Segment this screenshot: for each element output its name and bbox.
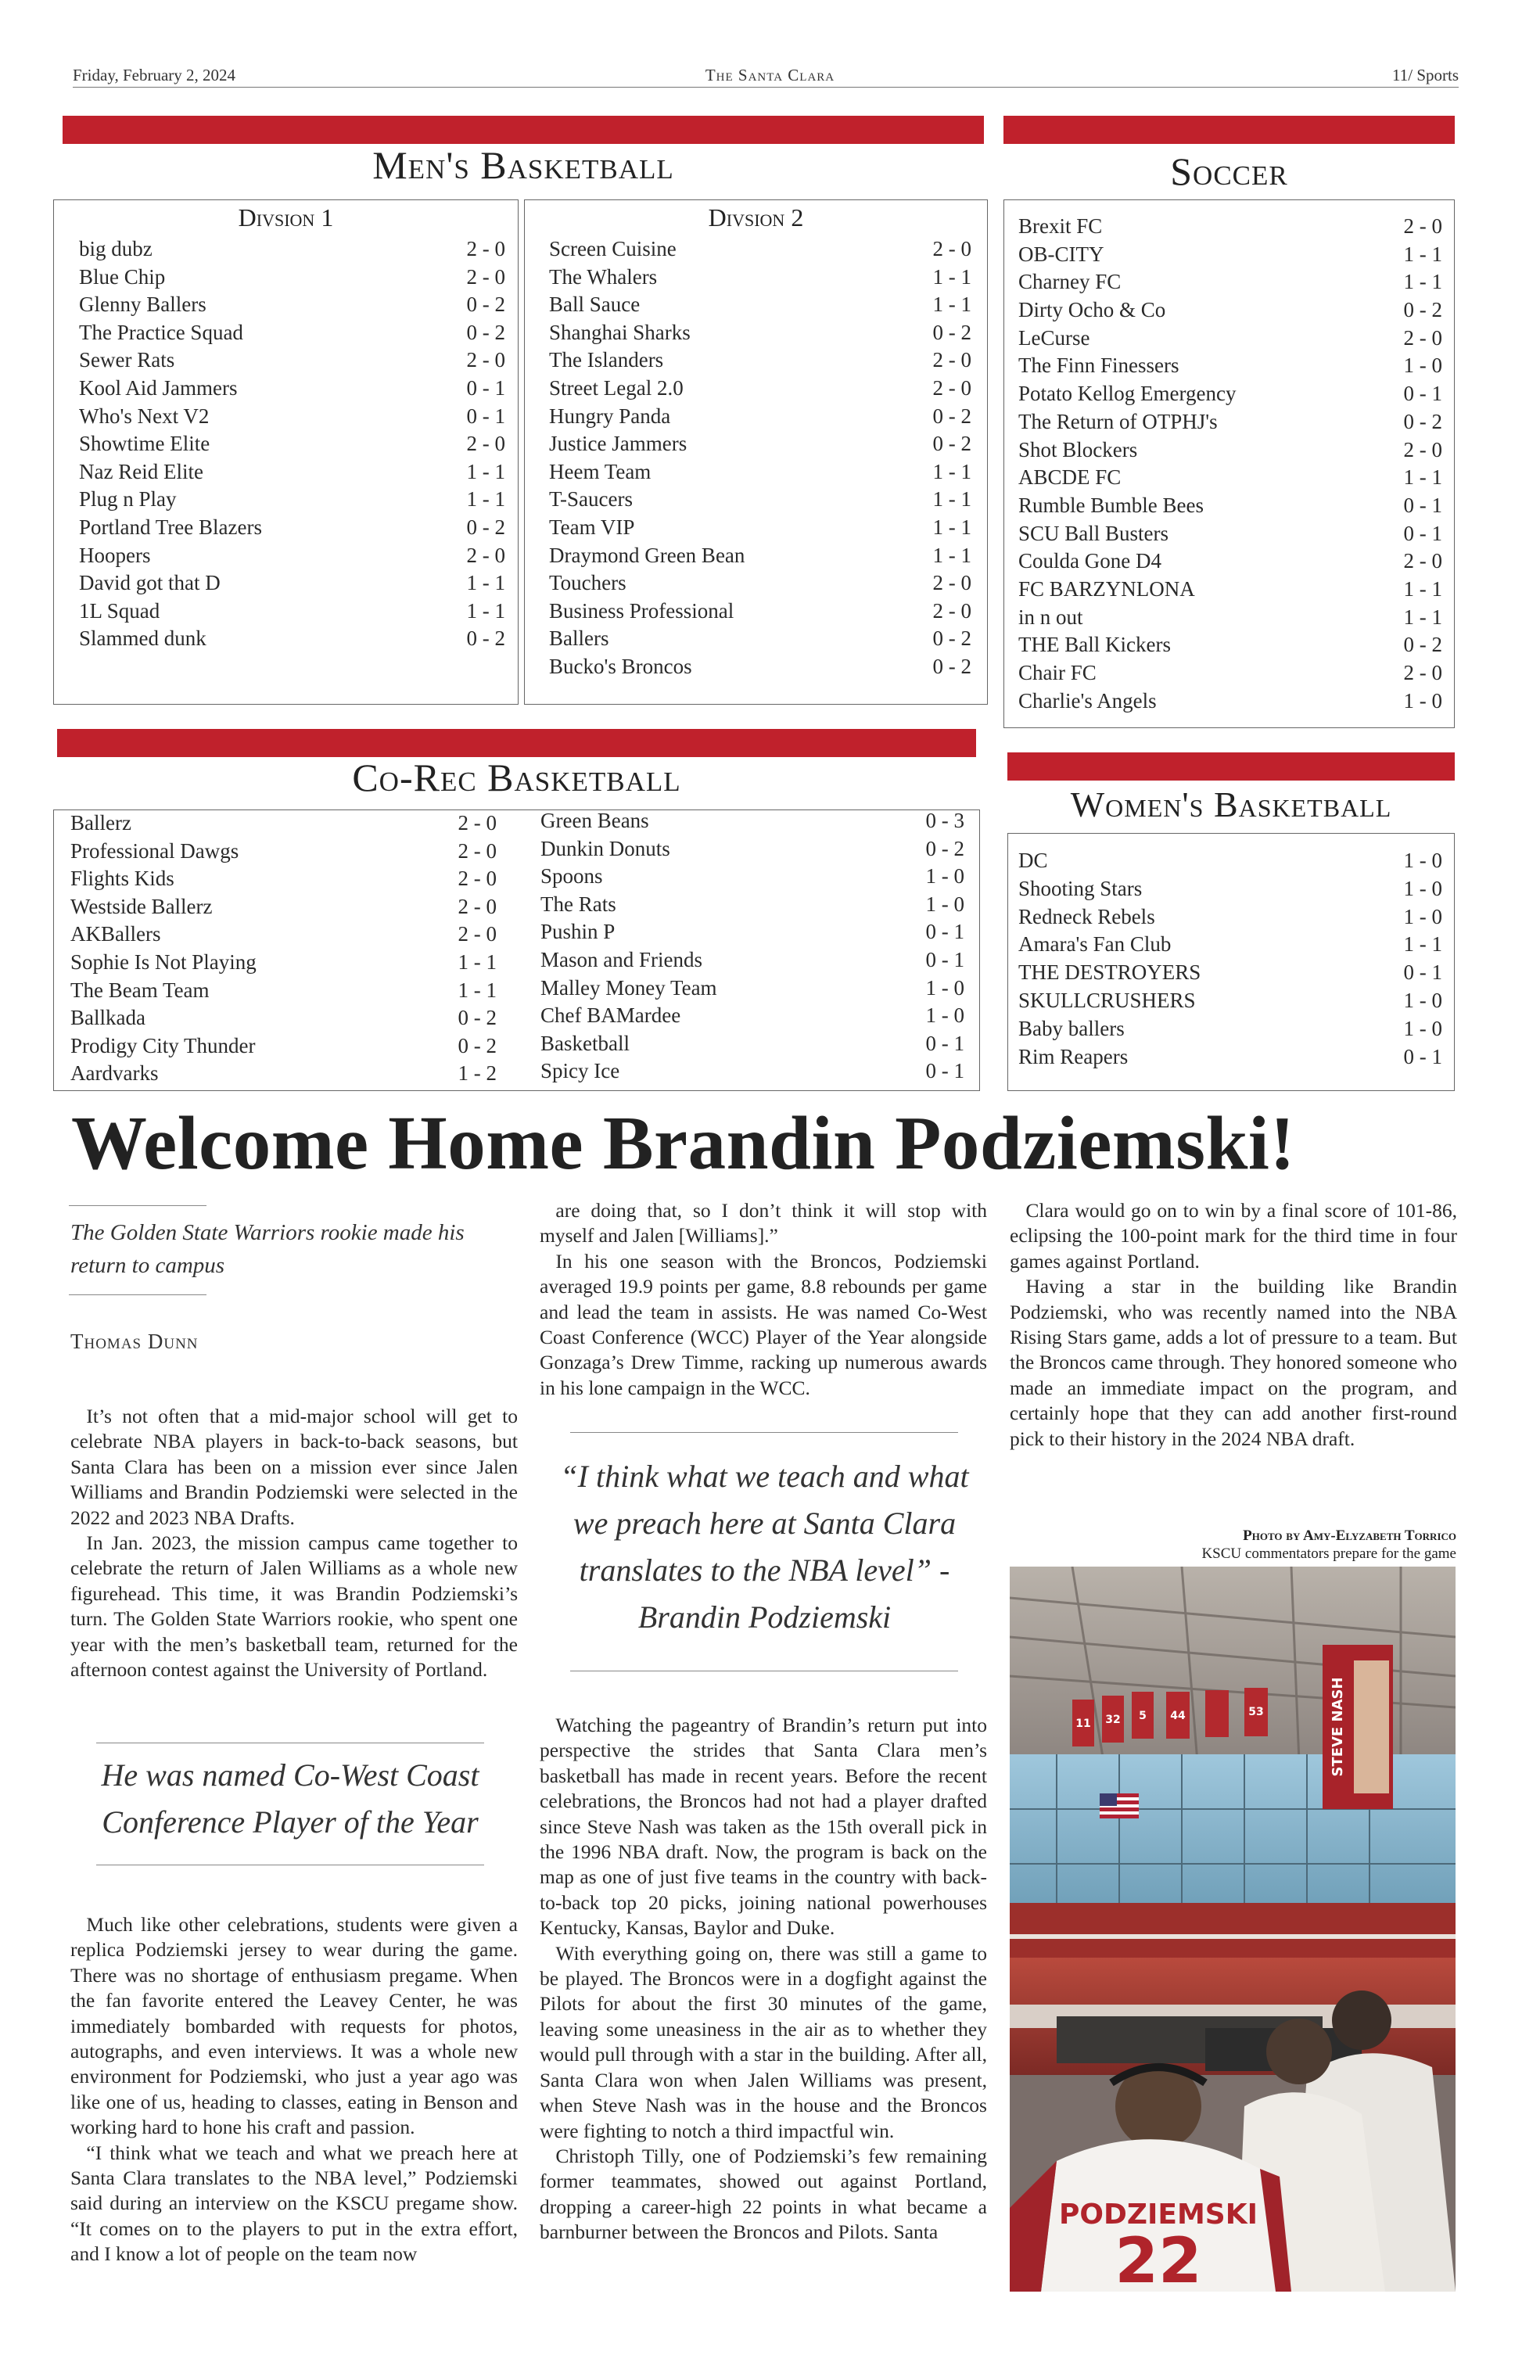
team-name: FC BARZYNLONA [1018, 576, 1195, 601]
div2-standings [549, 235, 971, 681]
team-name: Slammed dunk [79, 626, 206, 651]
team-record: 2 - 0 [1403, 549, 1442, 573]
photo-caption: KSCU commentators prepare for the game [1201, 1545, 1456, 1562]
standings-row [1018, 436, 1442, 465]
team-name: Heem Team [549, 459, 652, 483]
team-name: T-Saucers [549, 487, 633, 512]
standings-row [1018, 464, 1442, 492]
team-record: 0 - 2 [466, 626, 505, 651]
team-record: 1 - 0 [1403, 688, 1442, 713]
standings-row [70, 1004, 497, 1032]
standings-row [1018, 408, 1442, 436]
jersey-name: PODZIEMSKI [1058, 2199, 1258, 2231]
standings-row [549, 514, 971, 542]
team-record: 0 - 2 [466, 515, 505, 539]
team-record: 0 - 1 [1403, 493, 1442, 517]
team-name: Ballkada [70, 1006, 145, 1030]
standings-row [1018, 903, 1442, 932]
banner-number: 44 [1170, 1710, 1186, 1722]
standings-row [1018, 1015, 1442, 1043]
team-record: 2 - 0 [466, 348, 505, 372]
article-paragraph: Much like other celebrations, students were given a replica Podziemski jersey to wear during the game. There was no shortage of enthusiasm pregame. When the fan favorite entered the Leavey Center, he was immediately bombarded with requests for photos, autographs, and even interviews. It was a whole new environment for Podziemski, who just a year ago was like one of us, heading to classes, eating in Benson and working hard to hone his craft and passion. [70, 1913, 518, 2139]
team-record: 0 - 2 [466, 293, 505, 317]
team-name: Kool Aid Jammers [79, 375, 238, 400]
article-paragraph: Having a star in the building like Brandin Podziemski, who was recently named into the NBA Rising Stars game, adds a lot of pressure to a team. But the Broncos came through. They honored someone who made an immediate impact on the program, and certainly hope that they can add another first-round pick to their history in the 2024 NBA draft. [1010, 1275, 1457, 1450]
team-record: 2 - 0 [458, 922, 497, 946]
team-name: Brexit FC [1018, 214, 1103, 238]
team-name: Rim Reapers [1018, 1044, 1129, 1068]
soccer-red-bar [1003, 116, 1455, 144]
team-name: Who's Next V2 [79, 404, 210, 428]
standings-row [540, 1030, 964, 1058]
standings-row [1018, 987, 1442, 1015]
team-name: SKULLCRUSHERS [1018, 988, 1196, 1012]
team-record: 1 - 1 [466, 571, 505, 595]
team-name: Naz Reid Elite [79, 459, 203, 483]
div2-title: Divsion 2 [708, 203, 804, 232]
standings-row [1018, 631, 1442, 659]
pull-quote-2: “I think what we teach and what we preach here at Santa Clara translates to the NBA level” - Brandin Podziemski [560, 1459, 969, 1635]
team-name: Shot Blockers [1018, 437, 1138, 461]
team-name: SCU Ball Busters [1018, 521, 1169, 545]
team-name: Blue Chip [79, 264, 166, 289]
team-name: Draymond Green Bean [549, 543, 745, 567]
team-name: Aardvarks [70, 1061, 159, 1086]
team-record: 0 - 1 [925, 1031, 964, 1055]
team-record: 1 - 1 [932, 515, 971, 539]
team-name: Street Legal 2.0 [549, 375, 684, 400]
div1-standings [79, 235, 505, 653]
standings-row [79, 542, 505, 570]
standings-row [540, 807, 964, 835]
team-record: 2 - 0 [932, 237, 971, 260]
team-name: LeCurse [1018, 325, 1090, 350]
standings-row [1018, 604, 1442, 632]
team-record: 1 - 0 [1403, 876, 1442, 900]
team-name: Team VIP [549, 515, 635, 539]
mens-red-bar [63, 116, 984, 144]
page-section: 11/ Sports [1392, 66, 1459, 84]
team-record: 0 - 2 [932, 320, 971, 344]
team-name: Hoopers [79, 543, 151, 567]
standings-row [79, 403, 505, 431]
standings-row [79, 458, 505, 486]
team-record: 1 - 0 [925, 975, 964, 1000]
article-paragraph: Christoph Tilly, one of Podziemski’s few remaining former teammates, showed out against Portland, dropping a career-high 22 points in what became a barnburner between the Broncos and Pilots. Santa [540, 2144, 987, 2244]
team-record: 0 - 2 [925, 836, 964, 860]
team-record: 2 - 0 [932, 571, 971, 595]
standings-row [79, 598, 505, 626]
team-name: The Beam Team [70, 978, 210, 1002]
standings-row [540, 863, 964, 891]
team-name: Green Beans [540, 809, 649, 832]
team-record: 2 - 0 [466, 237, 505, 260]
standings-row [70, 893, 497, 921]
team-record: 0 - 1 [1403, 382, 1442, 406]
standings-row [70, 838, 497, 866]
team-record: 0 - 2 [1403, 298, 1442, 322]
standings-row [540, 975, 964, 1003]
team-record: 1 - 1 [466, 487, 505, 512]
standings-row [1018, 875, 1442, 903]
team-record: 0 - 1 [1403, 960, 1442, 985]
standings-row [1018, 847, 1442, 875]
team-record: 2 - 0 [458, 867, 497, 891]
standings-row [79, 569, 505, 598]
standings-row [540, 918, 964, 946]
standings-row [79, 264, 505, 292]
team-name: Pushin P [540, 920, 616, 944]
team-name: Touchers [549, 571, 626, 595]
team-name: Prodigy City Thunder [70, 1033, 256, 1057]
banner-number: 11 [1075, 1718, 1091, 1730]
standings-row [1018, 352, 1442, 380]
team-record: 2 - 0 [458, 811, 497, 835]
standings-row [549, 542, 971, 570]
team-name: in n out [1018, 605, 1083, 629]
team-name: Professional Dawgs [70, 838, 239, 863]
article-paragraph: With everything going on, there was still a game to be played. The Broncos were in a dogfight against the Pilots for about the first 30 minutes of the game, leaving some uneasiness in the air as to whether they would pull through with a star in the building. After all, Santa Clara won when Jalen Williams was present, when Steve Nash was in the house and the Broncos were fighting to notch a third impactful win. [540, 1941, 987, 2142]
kscu-commentators-photo [1010, 1567, 1456, 2292]
standings-row [70, 921, 497, 949]
jersey-number: 22 [1115, 2224, 1202, 2292]
team-record: 1 - 1 [1403, 242, 1442, 266]
banner-text: STEVE NASH [1330, 1677, 1346, 1777]
team-name: The Islanders [549, 348, 664, 372]
team-record: 1 - 1 [932, 543, 971, 567]
team-record: 1 - 0 [1403, 904, 1442, 928]
team-name: ABCDE FC [1018, 465, 1122, 490]
standings-row [70, 865, 497, 893]
banner-number: 32 [1105, 1714, 1121, 1726]
standings-row [79, 319, 505, 347]
team-name: OB-CITY [1018, 242, 1104, 266]
standings-row [1018, 380, 1442, 408]
team-record: 1 - 1 [932, 459, 971, 483]
standings-row [70, 949, 497, 977]
article-col1-part2 [70, 1912, 518, 2267]
team-name: Redneck Rebels [1018, 904, 1155, 928]
standings-row [1018, 241, 1442, 269]
team-record: 2 - 0 [1403, 437, 1442, 461]
standings-row [79, 514, 505, 542]
team-name: The Return of OTPHJ's [1018, 409, 1218, 433]
team-name: big dubz [79, 237, 153, 260]
article-paragraph: It’s not often that a mid-major school will get to celebrate NBA players in back-to-back seasons, but Santa Clara has been on a mission ever since Jalen Williams and Brandin Podziemski were selected in the 2022 and 2023 NBA Drafts. [70, 1405, 518, 1529]
team-record: 2 - 0 [458, 838, 497, 863]
mens-title: Men's Basketball [372, 143, 674, 187]
standings-row [549, 486, 971, 514]
team-name: Glenny Ballers [79, 293, 206, 317]
article-col3 [1010, 1198, 1457, 1452]
byline: Thomas Dunn [70, 1330, 199, 1353]
team-record: 1 - 0 [1403, 849, 1442, 872]
team-name: Dunkin Donuts [540, 836, 670, 860]
standings-row [1018, 576, 1442, 604]
womens-title: Women's Basketball [1070, 784, 1392, 824]
team-name: Basketball [540, 1031, 630, 1055]
banner-number: 5 [1139, 1710, 1147, 1722]
standings-row [549, 458, 971, 486]
standings-row [549, 403, 971, 431]
team-name: Baby ballers [1018, 1016, 1125, 1040]
soccer-standings [1018, 213, 1442, 715]
banner-number: 53 [1248, 1706, 1264, 1718]
standings-row [549, 264, 971, 292]
team-record: 2 - 0 [466, 543, 505, 567]
standings-row [1018, 325, 1442, 353]
team-name: Sewer Rats [79, 348, 175, 372]
team-name: Spoons [540, 864, 603, 888]
team-name: Westside Ballerz [70, 894, 213, 918]
team-name: The Whalers [549, 264, 658, 289]
team-record: 1 - 1 [1403, 576, 1442, 601]
team-name: Flights Kids [70, 867, 174, 891]
deck-rule-top [69, 1205, 206, 1206]
team-record: 1 - 1 [466, 598, 505, 623]
team-record: 1 - 1 [1403, 465, 1442, 490]
standings-row [70, 1060, 497, 1088]
team-name: Malley Money Team [540, 975, 717, 1000]
photo-credit: Photo by Amy-Elyzabeth Torrico [1243, 1527, 1456, 1544]
standings-row [549, 375, 971, 403]
team-name: 1L Squad [79, 598, 160, 623]
standings-row [70, 809, 497, 838]
team-name: Amara's Fan Club [1018, 932, 1172, 957]
team-name: Chair FC [1018, 661, 1097, 684]
team-record: 1 - 1 [466, 459, 505, 483]
header-rule [73, 87, 1459, 88]
standings-row [70, 977, 497, 1005]
standings-row [549, 346, 971, 375]
pull2-rule-top [570, 1432, 958, 1433]
team-name: Justice Jammers [549, 432, 687, 456]
team-record: 2 - 0 [1403, 661, 1442, 684]
photo-illustration [1010, 1567, 1456, 2292]
team-name: Ball Sauce [549, 293, 641, 317]
standings-row [79, 625, 505, 653]
corec-right-standings [540, 807, 964, 1086]
standings-row [1018, 268, 1442, 296]
team-record: 1 - 1 [1403, 270, 1442, 294]
team-name: THE Ball Kickers [1018, 633, 1171, 657]
team-record: 0 - 2 [1403, 409, 1442, 433]
article-col2-part2 [540, 1713, 987, 2245]
team-name: The Finn Finessers [1018, 354, 1179, 378]
team-record: 1 - 0 [1403, 354, 1442, 378]
team-record: 1 - 1 [458, 978, 497, 1002]
standings-row [1018, 659, 1442, 687]
standings-row [70, 1032, 497, 1061]
standings-row [540, 835, 964, 863]
team-name: Mason and Friends [540, 947, 702, 971]
team-name: Showtime Elite [79, 432, 210, 456]
team-name: Charlie's Angels [1018, 688, 1157, 713]
team-name: Ballerz [70, 811, 131, 835]
article-col2-part1 [540, 1198, 987, 1401]
corec-title: Co-Rec Basketball [352, 756, 681, 799]
team-name: The Practice Squad [79, 320, 243, 344]
team-record: 0 - 1 [925, 1059, 964, 1083]
team-name: Sophie Is Not Playing [70, 949, 257, 974]
standings-row [1018, 687, 1442, 716]
issue-date: Friday, February 2, 2024 [73, 66, 236, 84]
standings-row [549, 291, 971, 319]
team-record: 1 - 0 [925, 864, 964, 888]
team-name: Plug n Play [79, 487, 177, 512]
team-record: 0 - 2 [1403, 633, 1442, 657]
team-record: 1 - 1 [1403, 605, 1442, 629]
womens-standings [1018, 847, 1442, 1071]
team-record: 0 - 2 [932, 404, 971, 428]
team-record: 0 - 2 [932, 654, 971, 678]
article-col1-part1 [70, 1404, 518, 1682]
team-name: Hungry Panda [549, 404, 671, 428]
article-paragraph: are doing that, so I don’t think it will stop with myself and Jalen [Williams].” [540, 1199, 987, 1247]
team-record: 1 - 1 [932, 293, 971, 317]
team-record: 1 - 1 [932, 487, 971, 512]
team-record: 2 - 0 [1403, 214, 1442, 238]
standings-row [549, 569, 971, 598]
standings-row [549, 319, 971, 347]
team-record: 0 - 1 [925, 920, 964, 944]
team-name: THE DESTROYERS [1018, 960, 1201, 985]
div1-title: Divsion 1 [238, 203, 334, 232]
standings-row [79, 346, 505, 375]
standings-row [549, 653, 971, 681]
standings-row [79, 235, 505, 264]
team-name: Rumble Bumble Bees [1018, 493, 1204, 517]
standings-row [549, 598, 971, 626]
team-record: 1 - 0 [1403, 1016, 1442, 1040]
team-record: 0 - 1 [1403, 1044, 1442, 1068]
standings-row [79, 430, 505, 458]
team-record: 1 - 0 [1403, 988, 1442, 1012]
team-record: 0 - 1 [466, 375, 505, 400]
article-paragraph: “I think what we teach and what we preach here at Santa Clara translates to the NBA level,” Podziemski said during an interview on the KSCU pregame show. “It comes on to the players to put in the extra effort, and I know a lot of people on the team now [70, 2141, 518, 2266]
team-record: 0 - 2 [458, 1006, 497, 1030]
team-record: 2 - 0 [466, 264, 505, 289]
standings-row [1018, 213, 1442, 241]
team-name: David got that D [79, 571, 221, 595]
team-record: 2 - 0 [466, 432, 505, 456]
team-record: 2 - 0 [1403, 325, 1442, 350]
team-record: 0 - 1 [466, 404, 505, 428]
article-deck: The Golden State Warriors rookie made his return to campus [70, 1220, 465, 1278]
team-name: Portland Tree Blazers [79, 515, 262, 539]
team-name: The Rats [540, 892, 616, 916]
team-name: Shooting Stars [1018, 876, 1143, 900]
team-record: 1 - 1 [932, 264, 971, 289]
standings-row [540, 1057, 964, 1086]
standings-row [1018, 492, 1442, 520]
standings-row [540, 946, 964, 975]
standings-row [1018, 520, 1442, 548]
team-name: Charney FC [1018, 270, 1122, 294]
team-record: 0 - 2 [932, 432, 971, 456]
standings-row [1018, 547, 1442, 576]
team-name: Ballers [549, 626, 609, 651]
corec-red-bar [57, 729, 976, 757]
article-paragraph: In his one season with the Broncos, Podziemski averaged 19.9 points per game, 8.8 rebounds per game and lead the team in assists. He was named Co-West Coast Conference (WCC) Player of the Year alongside Gonzaga’s Drew Timme, racking up numerous awards in his lone campaign in the WCC. [540, 1249, 987, 1399]
team-name: Business Professional [549, 598, 734, 623]
standings-row [79, 375, 505, 403]
team-record: 1 - 0 [925, 892, 964, 916]
soccer-title: Soccer [1170, 149, 1288, 193]
standings-row [540, 891, 964, 919]
standings-row [549, 625, 971, 653]
team-record: 1 - 1 [458, 949, 497, 974]
team-name: Screen Cuisine [549, 237, 677, 260]
team-record: 2 - 0 [932, 598, 971, 623]
standings-row [79, 486, 505, 514]
article-headline: Welcome Home Brandin Podziemski! [71, 1101, 1296, 1185]
team-name: AKBallers [70, 922, 161, 946]
team-name: Dirty Ocho & Co [1018, 298, 1166, 322]
standings-row [540, 1002, 964, 1030]
standings-row [1018, 959, 1442, 987]
team-name: DC [1018, 849, 1048, 872]
womens-red-bar [1007, 752, 1455, 781]
pull-quote-1: He was named Co-West Coast Conference Player of the Year [101, 1757, 479, 1840]
corec-left-standings [70, 809, 497, 1088]
standings-row [1018, 296, 1442, 325]
article-paragraph: In Jan. 2023, the mission campus came together to celebrate the return of Jalen Williams as a whole new figurehead. This time, it was Brandin Podziemski’s turn. The Golden State Warriors rookie, who spent one year with the men’s basketball team, returned for the afternoon contest against the University of Portland. [70, 1531, 518, 1682]
team-record: 1 - 2 [458, 1061, 497, 1086]
team-record: 0 - 3 [925, 809, 964, 832]
team-record: 1 - 1 [1403, 932, 1442, 957]
team-name: Shanghai Sharks [549, 320, 691, 344]
team-record: 1 - 0 [925, 1003, 964, 1028]
team-name: Coulda Gone D4 [1018, 549, 1161, 573]
team-name: Spicy Ice [540, 1059, 620, 1083]
team-record: 0 - 1 [925, 947, 964, 971]
standings-row [549, 235, 971, 264]
standings-row [79, 291, 505, 319]
standings-row [1018, 931, 1442, 959]
team-record: 0 - 2 [466, 320, 505, 344]
team-record: 2 - 0 [932, 375, 971, 400]
team-record: 0 - 1 [1403, 521, 1442, 545]
team-name: Potato Kellog Emergency [1018, 382, 1237, 406]
team-name: Chef BAMardee [540, 1003, 681, 1028]
standings-row [549, 430, 971, 458]
team-record: 2 - 0 [932, 348, 971, 372]
deck-rule-bottom [69, 1294, 206, 1295]
team-record: 0 - 2 [932, 626, 971, 651]
team-record: 2 - 0 [458, 894, 497, 918]
article-paragraph: Clara would go on to win by a final score of 101-86, eclipsing the 100-point mark for the third time in four games against Portland. [1010, 1199, 1457, 1273]
team-record: 0 - 2 [458, 1033, 497, 1057]
standings-row [1018, 1043, 1442, 1072]
article-paragraph: Watching the pageantry of Brandin’s return put into perspective the strides that Santa Clara men’s basketball has made in recent years. Before the recent celebrations, the Broncos had not had a player drafted since Steve Nash was taken as the 15th overall pick in the 1996 NBA draft. Now, the program is back on the map as one of just five teams in the country with back-to-back top 20 picks, joining national powerhouses Kentucky, Kansas, Baylor and Duke. [540, 1714, 987, 1940]
team-name: Bucko's Broncos [549, 654, 692, 678]
paper-name: The Santa Clara [705, 66, 835, 84]
